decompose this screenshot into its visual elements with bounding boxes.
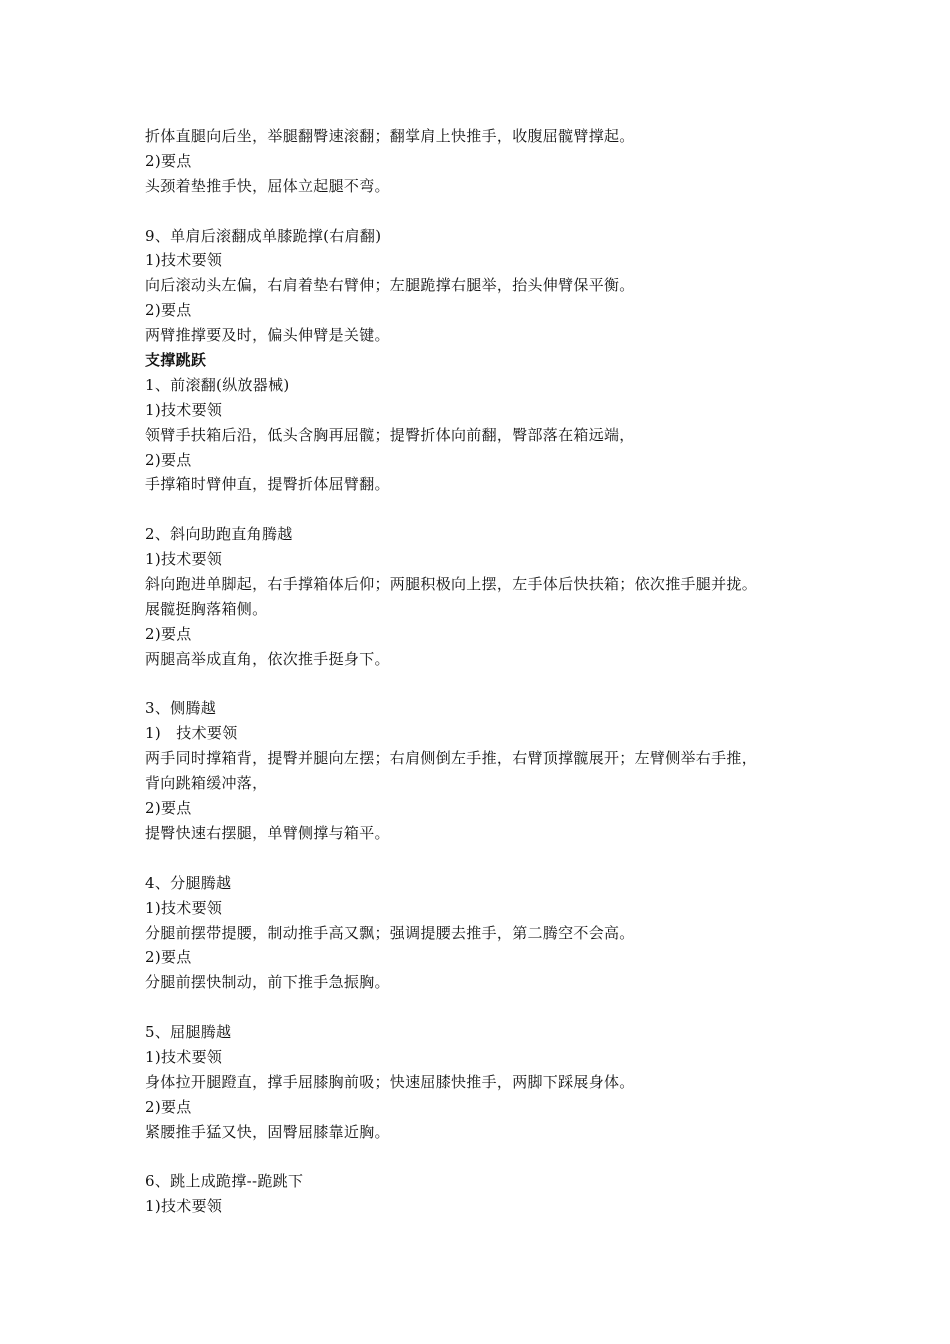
section-title: 4、分腿腾越 bbox=[145, 873, 232, 892]
text-line: 2)要点 bbox=[145, 151, 192, 170]
text-line: 紧腰推手猛又快，固臀屈膝靠近胸。 bbox=[145, 1122, 390, 1141]
section-title: 5、屈腿腾越 bbox=[145, 1023, 232, 1042]
section-title: 6、跳上成跪撑--跪跳下 bbox=[145, 1172, 304, 1191]
section-title: 2、斜向助跑直角腾越 bbox=[145, 525, 293, 544]
blank-line bbox=[145, 995, 825, 1020]
text-line: 两手同时撑箱背，提臀并腿向左摆；右肩侧倒左手推，右臂顶撑髋展开；左臂侧举右手推， bbox=[145, 749, 758, 768]
text-line: 背向跳箱缓冲落， bbox=[145, 774, 268, 793]
text-line: 2)要点 bbox=[145, 301, 192, 320]
text-line: 提臀快速右摆腿，单臂侧撑与箱平。 bbox=[145, 823, 390, 842]
text-line: 手撑箱时臂伸直，提臀折体屈臂翻。 bbox=[145, 475, 390, 494]
text-line: 展髋挺胸落箱侧。 bbox=[145, 599, 268, 618]
blank-line bbox=[145, 672, 825, 697]
text-line: 1)技术要领 bbox=[145, 1197, 223, 1216]
text-line: 2)要点 bbox=[145, 948, 192, 967]
text-line: 1)技术要领 bbox=[145, 550, 223, 569]
text-line: 两腿高举成直角，依次推手挺身下。 bbox=[145, 649, 390, 668]
section-title: 1、前滚翻(纵放器械) bbox=[145, 375, 290, 394]
text-line: 1) 技术要领 bbox=[145, 724, 238, 743]
blank-line bbox=[145, 199, 825, 224]
text-line: 折体直腿向后坐，举腿翻臀速滚翻；翻掌肩上快推手，收腹屈髋臂撑起。 bbox=[145, 127, 635, 145]
text-line: 2)要点 bbox=[145, 624, 192, 643]
text-line: 分腿前摆带提腰，制动推手高又飘；强调提腰去推手，第二腾空不会高。 bbox=[145, 923, 635, 942]
chapter-heading: 支撑跳跃 bbox=[145, 351, 207, 370]
text-line: 1)技术要领 bbox=[145, 400, 223, 419]
text-line: 头颈着垫推手快，屈体立起腿不弯。 bbox=[145, 176, 390, 195]
text-line: 2)要点 bbox=[145, 1097, 192, 1116]
blank-line bbox=[145, 1145, 825, 1170]
text-line: 1)技术要领 bbox=[145, 898, 223, 917]
blank-line bbox=[145, 846, 825, 871]
section-title: 9、单肩后滚翻成单膝跪撑(右肩翻) bbox=[145, 226, 382, 245]
text-line: 1)技术要领 bbox=[145, 1047, 223, 1066]
text-line: 2)要点 bbox=[145, 799, 192, 818]
text-line: 1)技术要领 bbox=[145, 251, 223, 270]
blank-line bbox=[145, 497, 825, 522]
text-line: 分腿前摆快制动，前下推手急振胸。 bbox=[145, 973, 390, 992]
section-title: 3、侧腾越 bbox=[145, 699, 217, 718]
text-line: 两臂推撑要及时，偏头伸臂是关键。 bbox=[145, 326, 390, 345]
text-line: 领臂手扶箱后沿，低头含胸再屈髋；提臀折体向前翻，臀部落在箱远端， bbox=[145, 425, 635, 444]
text-line: 斜向跑进单脚起，右手撑箱体后仰；两腿积极向上摆，左手体后快扶箱；依次推手腿并拢。 bbox=[145, 575, 758, 594]
document-page bbox=[145, 124, 825, 1219]
text-line: 身体拉开腿蹬直，撑手屈膝胸前吸；快速屈膝快推手，两脚下踩展身体。 bbox=[145, 1072, 635, 1091]
text-line: 向后滚动头左偏，右肩着垫右臂伸；左腿跪撑右腿举，抬头伸臂保平衡。 bbox=[145, 276, 635, 295]
text-line: 2)要点 bbox=[145, 450, 192, 469]
